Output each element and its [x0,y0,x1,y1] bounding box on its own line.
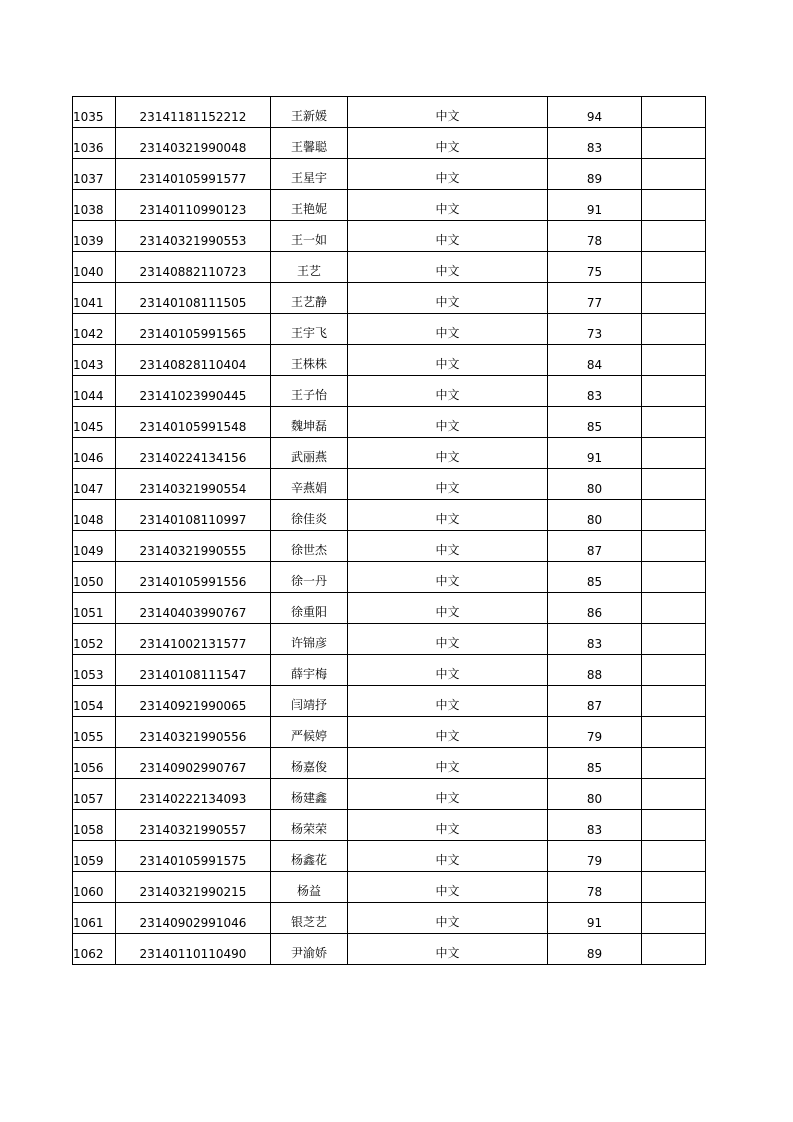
row-number-cell: 1057 [73,779,116,810]
row-number-cell: 1050 [73,562,116,593]
language-cell: 中文 [348,190,548,221]
language-cell: 中文 [348,717,548,748]
table-row [73,376,706,407]
score-cell: 85 [548,562,642,593]
row-number-cell: 1052 [73,624,116,655]
score-cell: 85 [548,407,642,438]
row-number-cell: 1042 [73,314,116,345]
student-name-cell: 尹渝娇 [271,934,348,965]
note-cell [642,562,706,593]
table-row [73,314,706,345]
note-cell [642,624,706,655]
language-cell: 中文 [348,159,548,190]
note-cell [642,97,706,128]
score-cell: 78 [548,872,642,903]
language-cell: 中文 [348,252,548,283]
note-cell [642,748,706,779]
note-cell [642,779,706,810]
language-cell: 中文 [348,655,548,686]
table-row [73,655,706,686]
score-cell: 89 [548,159,642,190]
exam-id-cell: 23140105991548 [116,407,271,438]
table-row [73,531,706,562]
note-cell [642,841,706,872]
student-name-cell: 王星宇 [271,159,348,190]
table-row [73,686,706,717]
row-number-cell: 1040 [73,252,116,283]
student-name-cell: 魏坤磊 [271,407,348,438]
student-name-cell: 徐重阳 [271,593,348,624]
student-name-cell: 辛燕娟 [271,469,348,500]
score-cell: 75 [548,252,642,283]
note-cell [642,717,706,748]
language-cell: 中文 [348,500,548,531]
row-number-cell: 1060 [73,872,116,903]
row-number-cell: 1059 [73,841,116,872]
score-cell: 83 [548,128,642,159]
note-cell [642,159,706,190]
row-number-cell: 1051 [73,593,116,624]
student-name-cell: 王新媛 [271,97,348,128]
table-row [73,624,706,655]
student-name-cell: 王艳妮 [271,190,348,221]
score-cell: 73 [548,314,642,345]
student-name-cell: 杨鑫花 [271,841,348,872]
language-cell: 中文 [348,221,548,252]
table-row [73,128,706,159]
language-cell: 中文 [348,314,548,345]
table-row [73,190,706,221]
note-cell [642,376,706,407]
table-row [73,748,706,779]
score-cell: 77 [548,283,642,314]
student-name-cell: 王艺静 [271,283,348,314]
row-number-cell: 1035 [73,97,116,128]
note-cell [642,438,706,469]
exam-id-cell: 23140110990123 [116,190,271,221]
exam-id-cell: 23140105991565 [116,314,271,345]
row-number-cell: 1058 [73,810,116,841]
language-cell: 中文 [348,748,548,779]
table-row [73,345,706,376]
student-name-cell: 王宇飞 [271,314,348,345]
language-cell: 中文 [348,376,548,407]
student-name-cell: 许锦彦 [271,624,348,655]
language-cell: 中文 [348,779,548,810]
score-cell: 79 [548,841,642,872]
note-cell [642,903,706,934]
exam-id-cell: 23140224134156 [116,438,271,469]
score-cell: 94 [548,97,642,128]
language-cell: 中文 [348,624,548,655]
row-number-cell: 1046 [73,438,116,469]
student-name-cell: 银芝艺 [271,903,348,934]
row-number-cell: 1043 [73,345,116,376]
table-row [73,97,706,128]
student-name-cell: 武丽燕 [271,438,348,469]
student-name-cell: 徐一丹 [271,562,348,593]
score-cell: 85 [548,748,642,779]
student-name-cell: 王株株 [271,345,348,376]
language-cell: 中文 [348,438,548,469]
note-cell [642,655,706,686]
student-name-cell: 王一如 [271,221,348,252]
language-cell: 中文 [348,345,548,376]
note-cell [642,872,706,903]
note-cell [642,128,706,159]
exam-id-cell: 23140108111547 [116,655,271,686]
language-cell: 中文 [348,593,548,624]
exam-id-cell: 23141002131577 [116,624,271,655]
table-row [73,810,706,841]
row-number-cell: 1061 [73,903,116,934]
note-cell [642,407,706,438]
row-number-cell: 1037 [73,159,116,190]
exam-id-cell: 23140902991046 [116,903,271,934]
score-cell: 83 [548,376,642,407]
exam-id-cell: 23140108110997 [116,500,271,531]
table-row [73,872,706,903]
score-cell: 80 [548,469,642,500]
row-number-cell: 1054 [73,686,116,717]
score-cell: 80 [548,500,642,531]
note-cell [642,314,706,345]
exam-id-cell: 23141023990445 [116,376,271,407]
student-name-cell: 杨建鑫 [271,779,348,810]
note-cell [642,500,706,531]
student-name-cell: 闫靖抒 [271,686,348,717]
language-cell: 中文 [348,872,548,903]
exam-id-cell: 23140105991575 [116,841,271,872]
table-row [73,562,706,593]
score-cell: 83 [548,624,642,655]
exam-id-cell: 23140321990553 [116,221,271,252]
language-cell: 中文 [348,686,548,717]
row-number-cell: 1047 [73,469,116,500]
note-cell [642,221,706,252]
table-row [73,407,706,438]
language-cell: 中文 [348,562,548,593]
row-number-cell: 1038 [73,190,116,221]
note-cell [642,190,706,221]
exam-id-cell: 23140105991556 [116,562,271,593]
score-cell: 87 [548,686,642,717]
score-cell: 84 [548,345,642,376]
score-cell: 83 [548,810,642,841]
score-cell: 78 [548,221,642,252]
table-body [73,97,706,965]
score-cell: 80 [548,779,642,810]
score-cell: 91 [548,438,642,469]
note-cell [642,810,706,841]
language-cell: 中文 [348,283,548,314]
score-cell: 88 [548,655,642,686]
note-cell [642,686,706,717]
table-row [73,252,706,283]
exam-id-cell: 23140222134093 [116,779,271,810]
note-cell [642,934,706,965]
language-cell: 中文 [348,128,548,159]
table-row [73,438,706,469]
row-number-cell: 1048 [73,500,116,531]
exam-id-cell: 23140321990556 [116,717,271,748]
student-name-cell: 严候婷 [271,717,348,748]
score-cell: 79 [548,717,642,748]
row-number-cell: 1055 [73,717,116,748]
table-row [73,934,706,965]
exam-id-cell: 23140321990215 [116,872,271,903]
row-number-cell: 1062 [73,934,116,965]
exam-id-cell: 23140105991577 [116,159,271,190]
student-name-cell: 薛宇梅 [271,655,348,686]
table-row [73,469,706,500]
table-row [73,283,706,314]
note-cell [642,469,706,500]
row-number-cell: 1036 [73,128,116,159]
student-name-cell: 王艺 [271,252,348,283]
student-name-cell: 王子怡 [271,376,348,407]
score-cell: 86 [548,593,642,624]
row-number-cell: 1053 [73,655,116,686]
score-cell: 91 [548,190,642,221]
row-number-cell: 1049 [73,531,116,562]
student-name-cell: 杨荣荣 [271,810,348,841]
language-cell: 中文 [348,810,548,841]
exam-id-cell: 23140921990065 [116,686,271,717]
exam-id-cell: 23140902990767 [116,748,271,779]
score-cell: 91 [548,903,642,934]
row-number-cell: 1056 [73,748,116,779]
exam-id-cell: 23140403990767 [116,593,271,624]
table-row [73,593,706,624]
student-name-cell: 徐世杰 [271,531,348,562]
row-number-cell: 1044 [73,376,116,407]
exam-id-cell: 23140110110490 [116,934,271,965]
language-cell: 中文 [348,841,548,872]
note-cell [642,593,706,624]
student-name-cell: 杨益 [271,872,348,903]
row-number-cell: 1045 [73,407,116,438]
exam-id-cell: 23140321990554 [116,469,271,500]
row-number-cell: 1041 [73,283,116,314]
table-row [73,717,706,748]
exam-id-cell: 23140321990555 [116,531,271,562]
exam-id-cell: 23140882110723 [116,252,271,283]
exam-id-cell: 23140321990557 [116,810,271,841]
note-cell [642,531,706,562]
language-cell: 中文 [348,97,548,128]
student-name-cell: 徐佳炎 [271,500,348,531]
exam-id-cell: 23140321990048 [116,128,271,159]
language-cell: 中文 [348,407,548,438]
language-cell: 中文 [348,934,548,965]
student-name-cell: 王馨聪 [271,128,348,159]
table-row [73,903,706,934]
score-table [72,96,706,965]
language-cell: 中文 [348,469,548,500]
table-row [73,779,706,810]
language-cell: 中文 [348,903,548,934]
score-cell: 87 [548,531,642,562]
table-row [73,841,706,872]
note-cell [642,252,706,283]
language-cell: 中文 [348,531,548,562]
row-number-cell: 1039 [73,221,116,252]
note-cell [642,345,706,376]
note-cell [642,283,706,314]
score-cell: 89 [548,934,642,965]
table-row [73,500,706,531]
table-row [73,221,706,252]
exam-id-cell: 23141181152212 [116,97,271,128]
exam-id-cell: 23140108111505 [116,283,271,314]
student-name-cell: 杨嘉俊 [271,748,348,779]
table-row [73,159,706,190]
exam-id-cell: 23140828110404 [116,345,271,376]
